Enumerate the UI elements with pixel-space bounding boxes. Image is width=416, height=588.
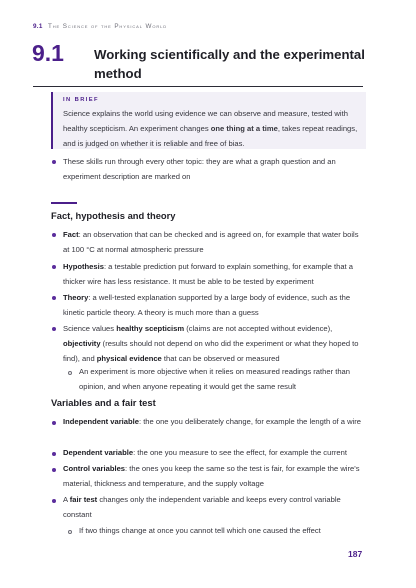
header-running-title: The Science of the Physical World (47, 23, 168, 30)
section-number: 9.1 (32, 40, 64, 66)
list-item-fair-test (63, 492, 363, 522)
in-brief-emphasis: one thing at a time (210, 124, 278, 134)
heading-fact-hypothesis-theory: Fact, hypothesis and theory (51, 210, 176, 221)
intro-bullet: These skills run through every other topic: they are what a graph question and an experiment description are marked on (63, 157, 336, 182)
in-brief-summary (63, 106, 361, 152)
term-dependent-variable: Dependent variable (63, 448, 134, 457)
values-text-1: Science values (63, 324, 117, 333)
term-theory: Theory (63, 293, 89, 302)
bullet-marker (52, 160, 56, 164)
heading-variables-fair-test: Variables and a fair test (51, 397, 156, 408)
definition-independent-variable: : the one you deliberately change, for example the length of a wire (138, 417, 362, 426)
bullet-marker (52, 421, 56, 425)
list-item-control-variables (63, 461, 363, 491)
values-text-2: (claims are not accepted without evidence), (184, 324, 333, 333)
list-item-science-values (63, 321, 363, 367)
term-fact: Fact (63, 230, 79, 239)
bullet-marker (52, 468, 56, 472)
list-item-independent-variable (63, 414, 363, 429)
list-item-fact (63, 227, 363, 257)
running-header (33, 23, 167, 30)
definition-dependent-variable: : the one you measure to see the effect, for example the current (133, 448, 347, 457)
term-hypothesis: Hypothesis (63, 262, 104, 271)
values-physical-evidence: physical evidence (96, 354, 162, 364)
sub-item-two-changes: If two things change at once you cannot tell which one caused the effect (79, 526, 321, 535)
values-objectivity: objectivity (63, 339, 101, 349)
sub-item-objective-experiment: An experiment is more objective when it relies on measured readings rather than opinion, and when anyone repeating it would get the same result (79, 367, 350, 392)
in-brief-label: IN BRIEF (63, 97, 99, 103)
page-number: 187 (348, 549, 363, 559)
bullet-marker (52, 233, 56, 237)
title-divider (33, 86, 363, 87)
values-text-3: (results should not depend on who did the experiment or what they hoped to find), and (63, 339, 359, 364)
bullet-marker (52, 296, 56, 300)
bullet-marker (52, 327, 56, 331)
fair-test-text-1: A (63, 495, 70, 504)
list-item-dependent-variable (63, 445, 363, 460)
term-control-variables: Control variables (63, 464, 126, 473)
definition-hypothesis: : a testable prediction put forward to explain something, for example that a thicker wire has less resistance. It must be able to be tested by experiment (63, 262, 353, 287)
section-accent-rule (51, 202, 77, 204)
section-title: Working scientifically and the experimental method (94, 47, 365, 81)
sub-bullet-marker (68, 371, 72, 375)
in-brief-text-1: Science explains the world using evidence we can observe and measure, tested with healthy scepticism. An experiment changes (63, 109, 348, 134)
bullet-marker (52, 499, 56, 503)
list-item-theory (63, 290, 363, 320)
definition-theory: : a well-tested explanation supported by a large body of evidence, such as the kinetic particle theory. A theory is much more than a guess (63, 293, 351, 318)
bullet-marker (52, 452, 56, 456)
sub-bullet-marker (68, 530, 72, 534)
fair-test-text-2: changes only the independent variable and keeps every control variable constant (63, 495, 341, 520)
term-fair-test: fair test (69, 495, 98, 504)
in-brief-box (51, 92, 366, 149)
in-brief-text-2: , takes repeat readings, and is judged on whether it is reliable and free of bias. (63, 124, 358, 149)
values-scepticism: healthy scepticism (116, 324, 185, 333)
header-section-number: 9.1 (33, 23, 43, 30)
definition-control-variables: : the ones you keep the same so the test is fair, for example the wire's material, thickness and temperature, and the supply voltage (63, 464, 360, 489)
definition-fact: : an observation that can be checked and is agreed on, for example that water boils at 100 °C at normal atmospheric pressure (63, 230, 359, 255)
bullet-marker (52, 265, 56, 269)
term-independent-variable: Independent variable (63, 417, 139, 426)
values-text-4: that can be observed or measured (161, 354, 280, 364)
list-item-hypothesis (63, 259, 363, 289)
